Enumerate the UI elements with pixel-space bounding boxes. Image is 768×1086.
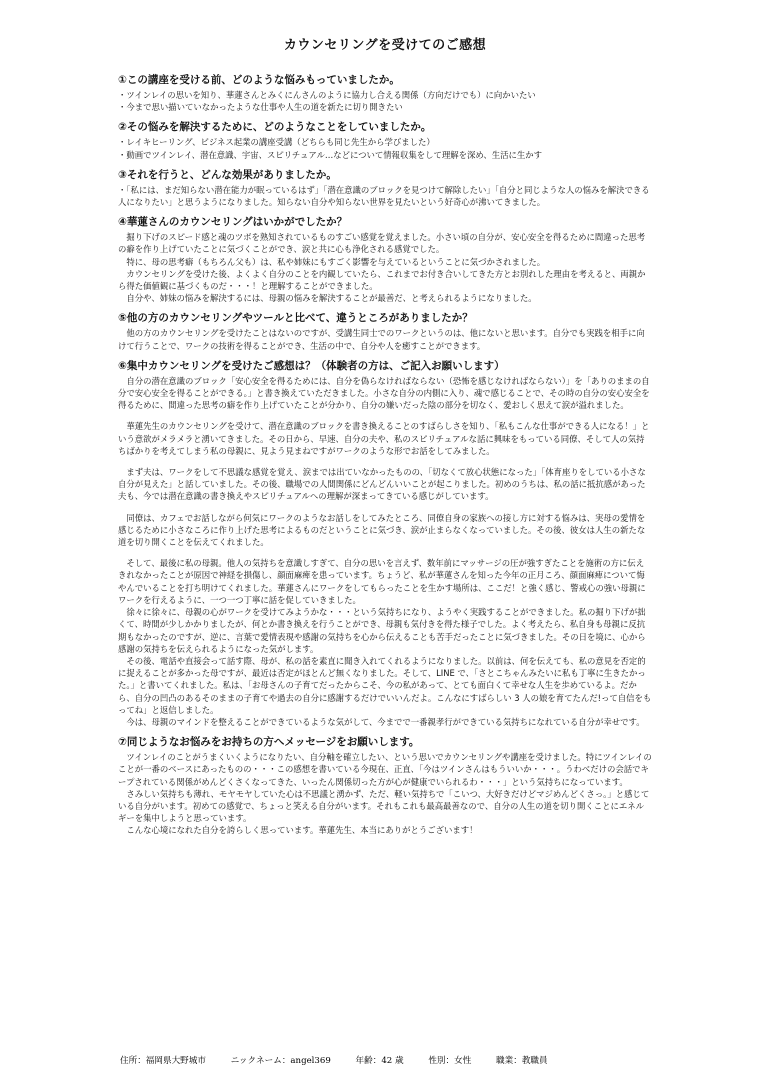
section-paragraph: 他の方のカウンセリングを受けたことはないのですが、受講生同士でのワークというのは、他にないと思います。自分でも実践を相手に向けて行うことで、ワークの技術を得ることができ、生活の中で、自分や人を癒すことができます。 bbox=[118, 328, 645, 351]
section-paragraph: 徐々に徐々に、母親の心がワークを受けてみようかな・・・という気持ちになり、ようやく実践することができました。私の掘り下げが拙くて、時間が少しかかりましたが、何とか書き換えを行うことができ、母親も気付きを得た様子でした。よく考えたら、私自身も母親に反抗期もなかったのですが、逆に、言葉で愛情表現や感謝の気持ちを心から伝えることも苦手だったことに気づきました。その日を境に、心から感謝の気持ちを伝えられるようになった気がします。 bbox=[118, 607, 646, 654]
paragraph-gap bbox=[118, 457, 652, 466]
section-paragraph: まず夫は、ワークをして不思議な感覚を覚え、涙までは出ていなかったものの、「切なくて放心状態になった」「体育座りをしている小さな自分が見えた」と話していました。その後、職場での人間関係にどんどんいいことが起こりました。初めのうちは、私の話に抵抗感があった夫も、今では潜在意識の書き換えやスピリチュアルへの理解が深まってきている感じがしています。 bbox=[118, 467, 646, 502]
section-paragraph: 同僚は、カフェでお話しながら何気にワークのようなお話しをしてみたところ、同僚自身の家族への接し方に対する悩みは、実母の愛情を感じるために小さなころに作り上げた思考によるものだということに気づき、涙が止まらなくなっていました。その後、彼女は人生の新たな道を切り開くことを伝えてくれました。 bbox=[118, 512, 646, 548]
footer-info bbox=[120, 1055, 680, 1067]
section-paragraph: 掘り下げのスピード感と魂のツボを熟知されているものすごい感覚を覚えました。小さい頃の自分が、安心安全を得るために間違った思考の癖を作り上げていたことに気づくことができ、涙と共に心も浄化される感覚でした。 bbox=[118, 232, 646, 255]
section-question: ③それを行うと、どんな効果がありましたか。 bbox=[118, 168, 337, 181]
section-question: ⑦同じようなお悩みをお持ちの方へメッセージをお願いします。 bbox=[118, 736, 420, 749]
section-2 bbox=[118, 121, 652, 160]
footer-nickname: ニックネーム：angel369 bbox=[230, 1056, 331, 1066]
section-paragraph: 特に、母の思考癖（もちろん父も）は、私や姉妹にもすごく影響を与えているということに気づかされました。 bbox=[126, 256, 546, 267]
section-paragraph: ・「私には、まだ知らない潜在能力が眠っているはず」「潜在意識のブロックを見つけて解除したい」「自分と同じような人の悩みを解決できる人になりたい」と思うようになりました。知らない自分や知らない世界を見たいという好奇心が沸いてきました。 bbox=[118, 184, 650, 208]
section-paragraph: ・今まで思い描いていなかったような仕事や人生の道を新たに切り開きたい bbox=[118, 102, 403, 113]
section-paragraph: さみしい気持ちも薄れ、モヤモヤしていた心は不思議と湧かず、ただ、軽い気持ちで「こいつ、大好きだけどマジめんどくさっ。」と感じている自分がいます。初めての感覚で、ちょっと笑える自分がいます。それもこれも最高最善なので、自分の人生の道を切り開くことにエネルギーを集中しようと思っています。 bbox=[118, 788, 650, 824]
section-paragraph: こんな心境になれた自分を誇らしく思っています。華蓮先生、本当にありがとうございます！ bbox=[126, 825, 478, 836]
footer-occupation: 職業：教職員 bbox=[496, 1056, 548, 1066]
section-paragraph: そして、最後に私の母親。他人の気持ちを意識しすぎて、自分の思いを言えず、数年前にマッサージの圧が強すぎたことを施術の方に伝えきれなかったことが原因で神経を損傷し、顔面麻痺を患っています。ちょうど、私が華蓮さんを知った今年の正月ころ、顔面麻痺について悔やんでいることを打ち明けてくれました。華蓮さんにワークをしてもらったことを生かす場所は、ここだ！と強く感じ、警戒心の強い母親にワークを行えるように、一つ一つ丁寧に話を促していきました。 bbox=[118, 558, 646, 605]
section-question: ①この講座を受ける前、どのような悩みもっていましたか。 bbox=[118, 74, 400, 86]
section-paragraph: 自分の潜在意識のブロック「安心安全を得るためには、自分を偽らなければならない（恐怖を感じなければならない）」を「ありのままの自分で安心安全を得ることができる。」と書き換えていただきました。小さな自分の内側に入り、魂で感じることで、その時の自分の安心安全を得るために、間違った思考の癖を作り上げていたことが分かり、自分の嫌いだった陰の部分を切なく、愛おしく思えて涙が溢れました。 bbox=[118, 375, 650, 411]
section-paragraph: ・動画でツインレイ、潜在意識、宇宙、スピリチュアル…などについて情報収集をして理解を深め、生活に生かす bbox=[118, 149, 543, 160]
section-paragraph: ・レイキヒーリング、ビジネス起業の講座受講（どちらも同じ先生から学びました） bbox=[118, 137, 435, 148]
section-question: ②その悩みを解決するために、どのようなことをしていましたか。 bbox=[118, 121, 432, 134]
section-paragraph: ・ツインレイの思いを知り、華蓮さんとみくにんさんのように協力し合える関係（方向だけでも）に向かいたい bbox=[118, 90, 536, 100]
section-question: ④華蓮さんのカウンセリングはいかがでしたか？ bbox=[118, 216, 348, 229]
footer-age: 年齢：42 歳 bbox=[355, 1056, 404, 1066]
section-1 bbox=[118, 74, 652, 113]
sections-container bbox=[118, 74, 652, 837]
section-question: ⑥集中カウンセリングを受けたご感想は？（体験者の方は、ご記入お願いします） bbox=[118, 359, 505, 372]
section-paragraph: 華蓮先生のカウンセリングを受けて、潜在意識のブロックを書き換えることのすばらしさを知り、「私もこんな仕事ができる人になる！」という意欲がメラメラと湧いてきました。その日から、早速、自分の夫や、私のスピリチュアルな話に興味をもっている同僚、そして人の気持ちばかりを考えてしまう私の母親に、見よう見まねですがワークのような形でお話をしてみました。 bbox=[118, 421, 650, 456]
page-title: カウンセリングを受けてのご感想 bbox=[283, 38, 487, 53]
section-6 bbox=[118, 360, 652, 728]
section-paragraph: ツインレイのことがうまくいくようになりたい、自分軸を確立したい、という思いでカウンセリングや講座を受けました。特にツインレイのことが一番のベースにあったものの・・・この感想を書いている今現在、正直、「今はツインさんはもういいか・・・。うわべだけの会話でキープされている関係がめんどくさくなってきた、いったん関係切った方が心が健康でいられるわ・・・」という気持ちになっています。 bbox=[118, 752, 652, 787]
section-3 bbox=[118, 169, 652, 208]
section-5 bbox=[118, 312, 652, 351]
section-paragraph: 今は、母親のマインドを整えることができているような気がして、今までで一番親孝行ができている気持ちになれている自分が幸せです。 bbox=[126, 716, 645, 727]
footer-address: 住所：福岡県大野城市 bbox=[120, 1056, 206, 1066]
section-paragraph: 自分や、姉妹の悩みを解決するには、母親の悩みを解決することが最善だ、と考えられるようになりました。 bbox=[126, 293, 537, 304]
section-4 bbox=[118, 216, 652, 304]
section-paragraph: その後、電話や直接会って話す際、母が、私の話を素直に聞き入れてくれるようになりました。以前は、何を伝えても、私の意見を否定的に捉えることが多かった母ですが、最近は否定がほとんど無くなりました。そして、LINE で、「さとこちゃんみたいに私も丁寧に生きたかった。」と書いてくれました。私は、「お母さんの子育てだったからこそ、今の私があって、とても面白くて幸せな人生を歩めているよ。だから、自分の凹凸のあるそのままの子育てや過去の自分に感謝するだけでいいんだよ。こんなにすばらしい 3 人の娘を育てたんだ!って自信をもってね」と返信しました。 bbox=[118, 655, 652, 715]
paragraph-gap bbox=[118, 503, 652, 512]
paragraph-gap bbox=[118, 411, 652, 420]
paragraph-gap bbox=[118, 548, 652, 557]
section-paragraph: カウンセリングを受けた後、よくよく自分のことを内観していたら、これまでお付き合いしてきた方とお別れした理由を考えると、両親から得た価値観に基づくものだ・・・！と理解することができました。 bbox=[118, 268, 646, 292]
footer-gender: 性別：女性 bbox=[428, 1056, 472, 1066]
section-7 bbox=[118, 736, 652, 836]
section-question: ⑤他の方のカウンセリングやツールと比べて、違うところがありましたか？ bbox=[118, 312, 473, 325]
